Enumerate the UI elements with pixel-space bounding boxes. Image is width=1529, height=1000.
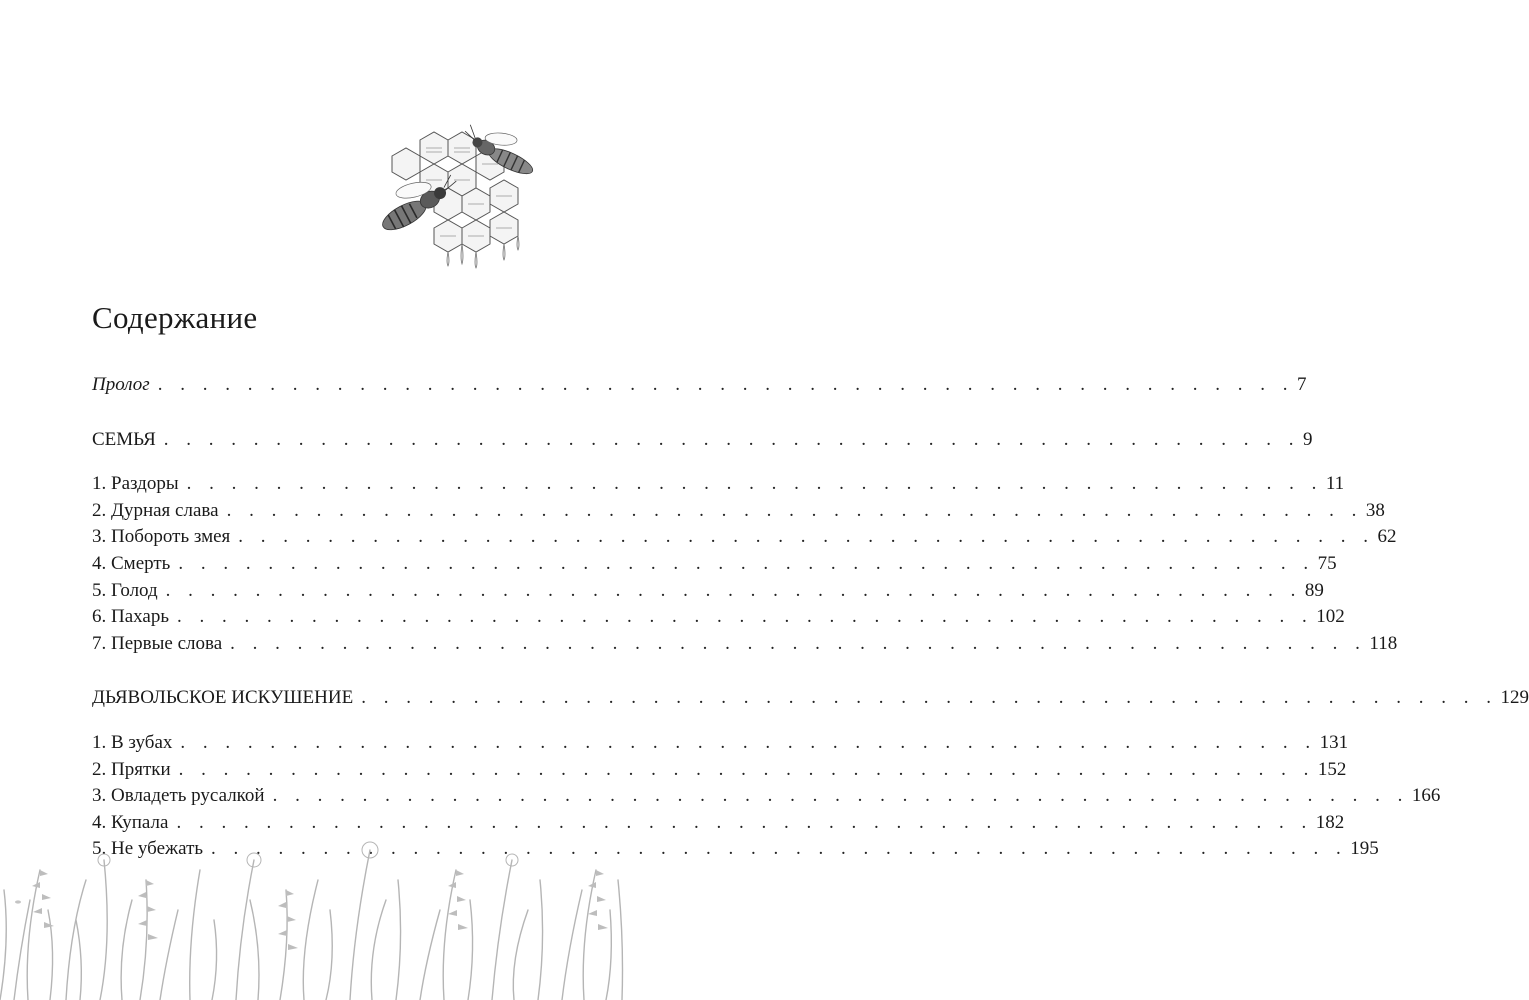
- toc-entry: [92, 730, 1349, 757]
- dot-leader: . . . . . . . . . . . . . . . . . . . . . . . . . . . . . . . . . . . . . . . . . . . . . . . . . . .: [165, 579, 1302, 601]
- dot-leader: . . . . . . . . . . . . . . . . . . . . . . . . . . . . . . . . . . . . . . . . . . . . . . . . . . .: [238, 526, 1375, 548]
- dot-leader: . . . . . . . . . . . . . . . . . . . . . . . . . . . . . . . . . . . . . . . . . . . . . . . . . . .: [176, 811, 1313, 833]
- toc-entry-label: 4. Купала: [92, 811, 169, 833]
- dot-leader: . . . . . . . . . . . . . . . . . . . . . . . . . . . . . . . . . . . . . . . . . . . . . . . . . . .: [226, 499, 1363, 521]
- dot-leader: . . . . . . . . . . . . . . . . . . . . . . . . . . . . . . . . . . . . . . . . . . . . . . . . . . .: [177, 606, 1314, 628]
- toc-entry: [92, 757, 1347, 784]
- toc-entry-label: 7. Первые слова: [92, 632, 223, 654]
- toc-entry-label: Пролог: [92, 374, 150, 395]
- toc-entry-page: 152: [1317, 758, 1347, 780]
- toc-entry: [92, 783, 1441, 810]
- toc-entry-label: 3. Побороть змея: [92, 526, 231, 548]
- toc-entry-page: 38: [1365, 499, 1385, 521]
- toc-entry-label: 6. Пахарь: [92, 606, 170, 628]
- toc-entry-label: 5. Голод: [92, 579, 158, 601]
- toc-entry-page: 75: [1317, 552, 1337, 574]
- toc-entry-page: 62: [1377, 526, 1397, 548]
- toc-entry: [92, 604, 1345, 631]
- toc-entry-label: 5. Не убежать: [92, 838, 204, 860]
- toc-entry: [92, 631, 1398, 658]
- dot-leader: . . . . . . . . . . . . . . . . . . . . . . . . . . . . . . . . . . . . . . . . . . . . . . . . . . .: [230, 632, 1367, 654]
- toc-entry-prologue: [92, 372, 1307, 399]
- dot-leader: . . . . . . . . . . . . . . . . . . . . . . . . . . . . . . . . . . . . . . . . . . . . . . . . . . .: [211, 838, 1348, 860]
- toc-entry-label: СЕМЬЯ: [92, 428, 156, 450]
- toc-entry-page: 129: [1500, 687, 1529, 709]
- toc-entry-page: 182: [1315, 811, 1345, 833]
- dot-leader: . . . . . . . . . . . . . . . . . . . . . . . . . . . . . . . . . . . . . . . . . . . . . . . . . . .: [186, 473, 1323, 495]
- dot-leader: . . . . . . . . . . . . . . . . . . . . . . . . . . . . . . . . . . . . . . . . . . . . . . . . . . .: [178, 552, 1315, 574]
- grass-fern-illustration: [0, 830, 625, 1000]
- toc-entry-label: 1. В зубах: [92, 731, 173, 753]
- page-title: Содержание: [92, 300, 258, 335]
- toc-entry-label: 2. Прятки: [92, 758, 171, 780]
- table-of-contents: [92, 372, 1529, 863]
- toc-entry-page: 195: [1350, 838, 1379, 860]
- toc-part-heading: [92, 427, 1313, 454]
- toc-entry-page: 11: [1325, 473, 1345, 495]
- toc-entry-label: 1. Раздоры: [92, 473, 179, 495]
- dot-leader: . . . . . . . . . . . . . . . . . . . . . . . . . . . . . . . . . . . . . . . . . . . . . . . . . . .: [272, 785, 1409, 807]
- toc-entry-label: 4. Смерть: [92, 552, 171, 574]
- toc-entry-label: 2. Дурная слава: [92, 499, 219, 521]
- dot-leader: . . . . . . . . . . . . . . . . . . . . . . . . . . . . . . . . . . . . . . . . . . . . . . . . . . .: [157, 374, 1294, 395]
- dot-leader: . . . . . . . . . . . . . . . . . . . . . . . . . . . . . . . . . . . . . . . . . . . . . . . . . . .: [180, 731, 1317, 753]
- toc-entry-label: 3. Овладеть русалкой: [92, 785, 265, 807]
- bees-honeycomb-illustration: [362, 118, 552, 280]
- toc-entry-page: 166: [1411, 785, 1441, 807]
- toc-part-heading: [92, 685, 1529, 712]
- toc-entry: [92, 471, 1345, 498]
- toc-entry-page: 7: [1296, 374, 1307, 395]
- toc-entry-page: 102: [1316, 606, 1345, 628]
- dot-leader: . . . . . . . . . . . . . . . . . . . . . . . . . . . . . . . . . . . . . . . . . . . . . . . . . . .: [163, 428, 1300, 450]
- toc-entry: [92, 524, 1397, 551]
- toc-entry-label: ДЬЯВОЛЬСКОЕ ИСКУШЕНИЕ: [92, 687, 354, 709]
- toc-entry-page: 89: [1304, 579, 1324, 601]
- toc-entry-page: 9: [1303, 428, 1313, 450]
- toc-entry-page: 131: [1319, 731, 1349, 753]
- dot-leader: . . . . . . . . . . . . . . . . . . . . . . . . . . . . . . . . . . . . . . . . . . . . . . . . . . .: [178, 758, 1315, 780]
- toc-entry-page: 118: [1369, 632, 1398, 654]
- toc-entry: [92, 498, 1385, 525]
- dot-leader: . . . . . . . . . . . . . . . . . . . . . . . . . . . . . . . . . . . . . . . . . . . . . . . . . . .: [361, 687, 1498, 709]
- toc-entry: [92, 578, 1324, 605]
- toc-entry: [92, 551, 1337, 578]
